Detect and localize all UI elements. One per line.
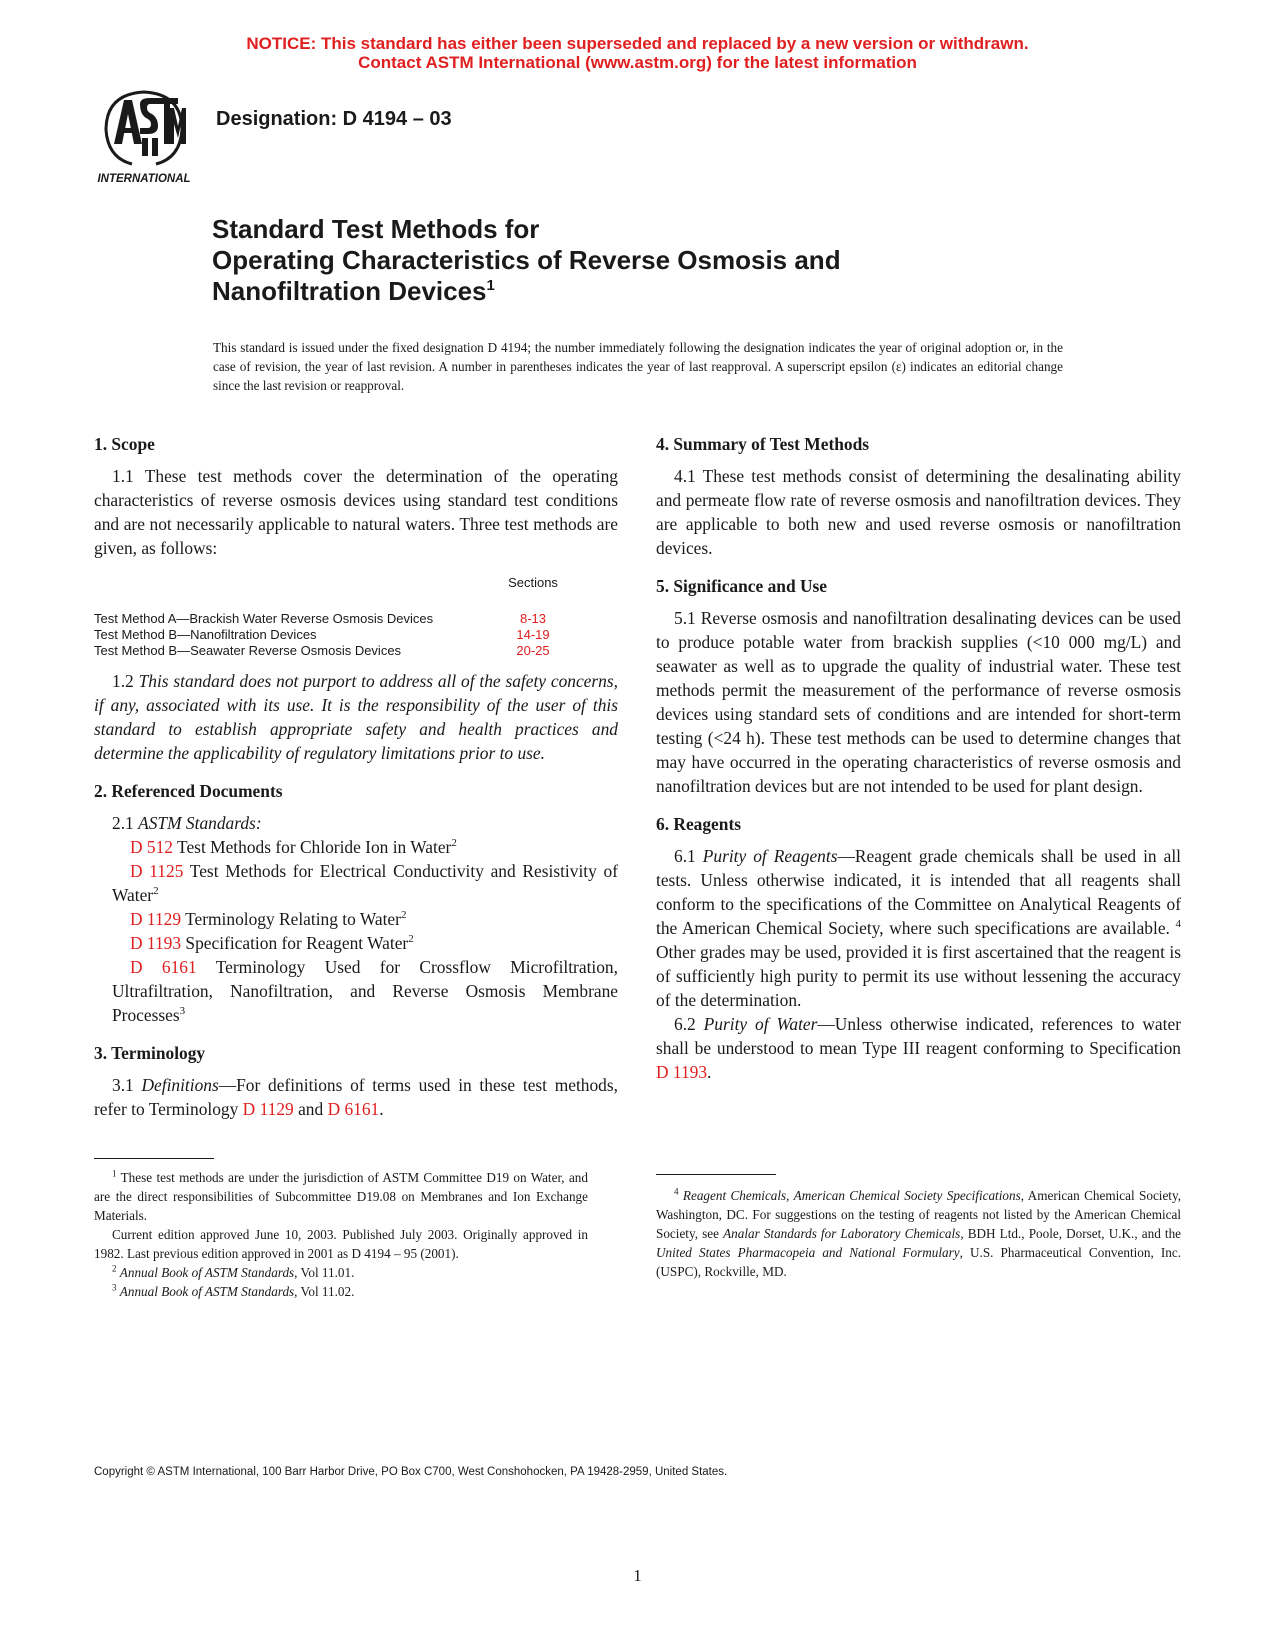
footnote-text: , Vol 11.02. bbox=[294, 1284, 355, 1299]
footnote-title: United States Pharmacopeia and National Formulary bbox=[656, 1245, 960, 1260]
notice-line-1: NOTICE: This standard has either been superseded and replaced by a new version or withdrawn. bbox=[246, 34, 1029, 53]
footnote-3 bbox=[94, 1282, 588, 1301]
para-text: —Unless otherwise indicated, references to water shall be understood to mean Type III reagent conforming to Specification bbox=[656, 1014, 1181, 1058]
footnote-title: Annual Book of ASTM Standards bbox=[119, 1265, 295, 1280]
para-number: 6.2 bbox=[674, 1014, 696, 1034]
reference-item bbox=[94, 955, 618, 1027]
right-column bbox=[656, 432, 1181, 1098]
footnote-divider bbox=[656, 1174, 776, 1175]
reference-text: Specification for Reagent Water bbox=[185, 933, 409, 953]
reference-link[interactable]: D 6161 bbox=[327, 1099, 380, 1119]
withdrawal-notice bbox=[0, 34, 1275, 72]
reference-text: Test Methods for Electrical Conductivity and Resistivity of Water bbox=[112, 861, 618, 905]
terminology-heading: 3. Terminology bbox=[94, 1043, 206, 1063]
footnotes-left bbox=[94, 1168, 588, 1301]
table-row bbox=[94, 643, 578, 659]
footnote-mark: 4 bbox=[674, 1186, 679, 1197]
scope-heading: 1. Scope bbox=[94, 434, 155, 454]
terminology-paragraph bbox=[94, 1073, 618, 1121]
para-text-tail: Other grades may be used, provided it is first ascertained that the reagent is of sufficiently high purity to permit its use without lessening the accuracy of the determination. bbox=[656, 942, 1181, 1010]
footnote-ref: 2 bbox=[408, 933, 414, 946]
reagents-paragraph-1 bbox=[656, 844, 1181, 1012]
sub-title: ASTM Standards: bbox=[138, 813, 262, 833]
reference-link[interactable]: D 1193 bbox=[656, 1062, 708, 1082]
period: . bbox=[707, 1062, 712, 1082]
method-sections[interactable]: 14-19 bbox=[516, 627, 550, 642]
astm-standards-subheading bbox=[94, 811, 618, 835]
para-text: —For definitions of terms used in these test methods, refer to Terminology bbox=[94, 1075, 618, 1119]
reference-link[interactable]: D 1129 bbox=[242, 1099, 294, 1119]
footnote-mark: 2 bbox=[112, 1263, 117, 1274]
reagents-paragraph-2 bbox=[656, 1012, 1181, 1084]
reference-link[interactable]: D 1129 bbox=[130, 909, 182, 929]
scope-paragraph-1: 1.1 These test methods cover the determination of the operating characteristics of reverse osmosis devices using standard test conditions and are not necessarily applicable to natural waters. Three test methods are given, as follows: bbox=[94, 466, 618, 558]
footnote-title: Analar Standards for Laboratory Chemicals bbox=[723, 1226, 961, 1241]
footnote-text: These test methods are under the jurisdiction of ASTM Committee D19 on Water, and are the direct responsibilities of Subcommittee D19.08 on Membranes and Ion Exchange Materials. bbox=[94, 1170, 588, 1223]
summary-heading: 4. Summary of Test Methods bbox=[656, 434, 870, 454]
reference-item bbox=[94, 931, 618, 955]
footnote-text: , BDH Ltd., Poole, Dorset, U.K., and the bbox=[960, 1226, 1182, 1241]
table-row bbox=[94, 611, 578, 627]
footnote-mark: 3 bbox=[112, 1282, 117, 1293]
section-reagents bbox=[656, 812, 1181, 1084]
para-number: 6.1 bbox=[674, 846, 696, 866]
method-name: Test Method B—Seawater Reverse Osmosis Devices bbox=[94, 643, 402, 658]
section-scope bbox=[94, 432, 618, 765]
footnote-mark: 1 bbox=[112, 1168, 117, 1179]
footnote-text: , Vol 11.01. bbox=[294, 1265, 355, 1280]
summary-paragraph: 4.1 These test methods consist of determining the desalinating ability and permeate flow rate of reverse osmosis and nanofiltration devices. They are applicable to both new and used reverse osmosis or nanofiltration devices. bbox=[656, 466, 1181, 558]
footnote-text: , American Chemical Society, Washington, DC. For suggestions on the testing of reagents not listed by the American Chemical Society, see bbox=[656, 1188, 1182, 1241]
section-referenced-documents bbox=[94, 779, 618, 1027]
scope-p2-number: 1.2 bbox=[112, 671, 134, 691]
reference-link[interactable]: D 1193 bbox=[130, 933, 182, 953]
section-significance bbox=[656, 574, 1181, 798]
term: Purity of Water bbox=[703, 1014, 818, 1034]
table-row bbox=[94, 627, 578, 643]
reference-link[interactable]: D 512 bbox=[130, 837, 173, 857]
footnote-4-text bbox=[656, 1186, 1181, 1281]
issuance-note: This standard is issued under the fixed designation D 4194; the number immediately following the designation indicates the year of original adoption or, in the case of revision, the year of last revision. A number in parentheses indicates the year of last reapproval. A superscript epsilon (ε) indicates an editorial change since the last revision or reapproval. bbox=[213, 340, 1063, 393]
footnote-1b: Current edition approved June 10, 2003. Published July 2003. Originally approved in 1982. Last previous edition approved in 2001 as D 4194 – 95 (2001). bbox=[94, 1227, 588, 1261]
method-name: Test Method A—Brackish Water Reverse Osmosis Devices bbox=[94, 611, 434, 626]
reference-text: Terminology Relating to Water bbox=[185, 909, 401, 929]
reference-item bbox=[94, 859, 618, 907]
footnote-ref: 2 bbox=[153, 885, 159, 898]
footnote-title: Annual Book of ASTM Standards bbox=[119, 1284, 295, 1299]
test-methods-table bbox=[94, 574, 578, 659]
footnote-1 bbox=[94, 1168, 588, 1225]
footnote-2 bbox=[94, 1263, 588, 1282]
method-name: Test Method B—Nanofiltration Devices bbox=[94, 627, 317, 642]
reference-item bbox=[94, 835, 618, 859]
term: Purity of Reagents bbox=[702, 846, 838, 866]
title-line-1: Standard Test Methods for bbox=[212, 214, 540, 244]
footnote-4 bbox=[656, 1186, 1181, 1281]
footnote-text: , U.S. Pharmaceutical Convention, Inc. (USPC), Rockville, MD. bbox=[656, 1245, 1181, 1279]
notice-line-2: Contact ASTM International (www.astm.org) for the latest information bbox=[358, 53, 917, 72]
section-summary bbox=[656, 432, 1181, 560]
reference-item bbox=[94, 907, 618, 931]
footnote-ref: 3 bbox=[179, 1005, 186, 1018]
title-line-2: Operating Characteristics of Reverse Osmosis and bbox=[212, 245, 841, 275]
sections-header: Sections bbox=[508, 575, 558, 590]
footnote-ref: 4 bbox=[1175, 918, 1181, 931]
para-text: —Reagent grade chemicals shall be used in all tests. Unless otherwise indicated, it is intended that all reagents shall conform to the specifications of the Committee on Analytical Reagents of the American Chemical Society, where such specifications are available. bbox=[656, 846, 1181, 938]
footnote-divider bbox=[94, 1158, 214, 1159]
reference-text: Terminology Used for Crossflow Microfiltration, Ultrafiltration, Nanofiltration, and Reverse Osmosis Membrane Processes bbox=[112, 957, 618, 1025]
method-sections[interactable]: 20-25 bbox=[516, 643, 550, 658]
significance-heading: 5. Significance and Use bbox=[656, 576, 828, 596]
footnote-ref: 2 bbox=[400, 909, 407, 922]
section-terminology bbox=[94, 1041, 618, 1121]
method-sections[interactable]: 8-13 bbox=[519, 611, 547, 626]
footnote-ref: 2 bbox=[451, 837, 457, 850]
reference-text: Test Methods for Chloride Ion in Water bbox=[177, 837, 452, 857]
page-number: 1 bbox=[633, 1566, 642, 1585]
scope-paragraph-2 bbox=[94, 669, 618, 765]
designation: Designation: D 4194 – 03 bbox=[216, 108, 452, 130]
footnote-title: Reagent Chemicals, American Chemical Society Specifications bbox=[682, 1188, 1021, 1203]
title-footnote-ref: 1 bbox=[486, 277, 495, 294]
conjunction: and bbox=[298, 1099, 324, 1119]
astm-logo bbox=[92, 86, 196, 186]
left-column bbox=[94, 432, 618, 1135]
document-title bbox=[212, 214, 841, 307]
para-number: 3.1 bbox=[112, 1075, 134, 1095]
period: . bbox=[379, 1099, 384, 1119]
term: Definitions bbox=[141, 1075, 219, 1095]
reference-link[interactable]: D 1125 bbox=[130, 861, 184, 881]
referenced-heading: 2. Referenced Documents bbox=[94, 781, 283, 801]
significance-paragraph: 5.1 Reverse osmosis and nanofiltration desalinating devices can be used to produce potable water from brackish supplies (<10 000 mg/L) and seawater as well as to upgrade the quality of industrial water. These test methods permit the measurement of the performance of reverse osmosis devices using standard sets of conditions and are intended for short-term testing (<24 h). These test methods can be used to determine changes that may have occurred in the operating characteristics of reverse osmosis and nanofiltration devices but are not intended to be used for plant design. bbox=[656, 608, 1181, 796]
safety-statement: This standard does not purport to address all of the safety concerns, if any, associated with its use. It is the responsibility of the user of this standard to establish appropriate safety and health practices and determine the applicability of regulatory limitations prior to use. bbox=[94, 671, 618, 763]
astm-emblem-icon bbox=[92, 86, 196, 186]
reference-link[interactable]: D 6161 bbox=[130, 957, 197, 977]
title-line-3: Nanofiltration Devices bbox=[212, 276, 487, 306]
logo-label: INTERNATIONAL bbox=[97, 173, 191, 185]
reagents-heading: 6. Reagents bbox=[656, 814, 742, 834]
sub-number: 2.1 bbox=[112, 813, 134, 833]
copyright-line: Copyright © ASTM International, 100 Barr Harbor Drive, PO Box C700, West Conshohocken, PA 19428-2959, United States. bbox=[94, 1466, 728, 1478]
